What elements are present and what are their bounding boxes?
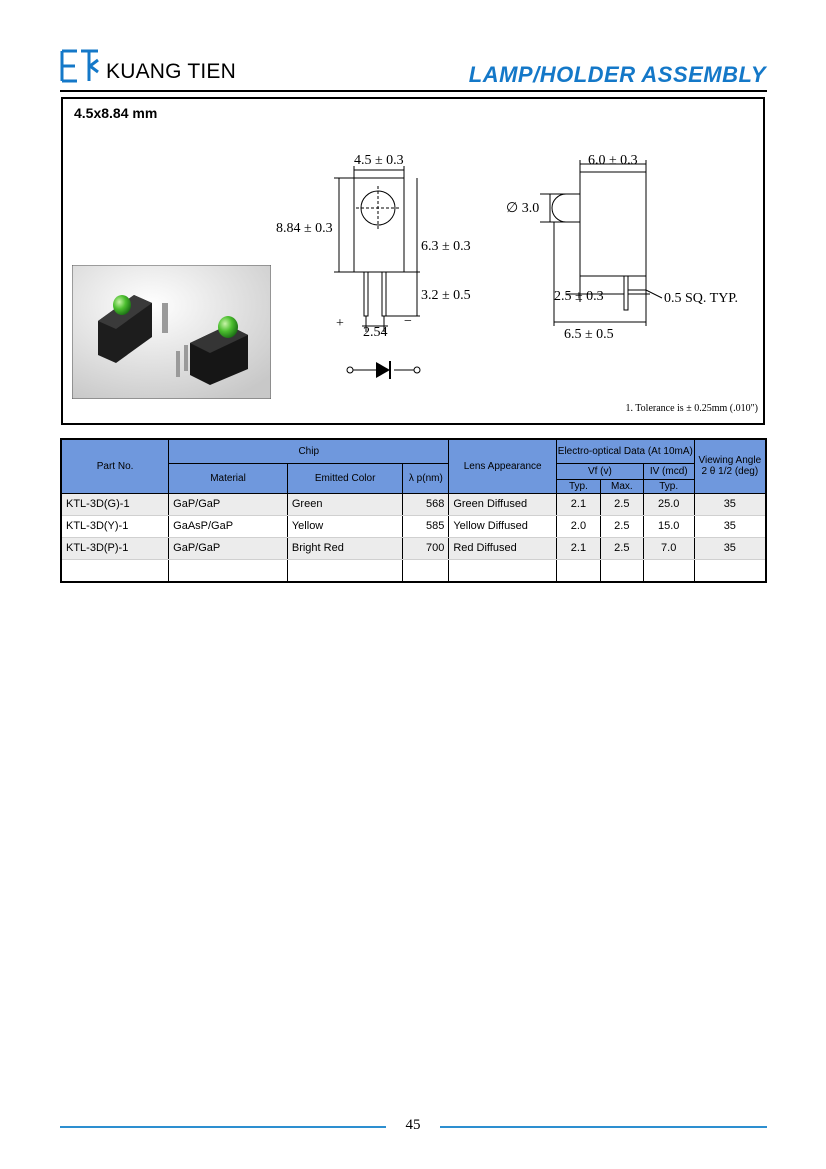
header-emitted-color: Emitted Color — [287, 463, 403, 493]
polarity-minus: − — [404, 314, 412, 329]
cell-lens: Green Diffused — [449, 493, 557, 515]
brand-name: KUANG TIEN — [106, 60, 236, 83]
footer-rule-right — [440, 1126, 767, 1128]
cell-color: Yellow — [287, 515, 403, 537]
dimension-drawing — [270, 140, 760, 380]
kt-logo-icon — [60, 48, 100, 84]
cell-angle: 35 — [694, 537, 766, 559]
header-eo: Electro-optical Data (At 10mA) — [557, 439, 695, 463]
header-lens: Lens Appearance — [449, 439, 557, 493]
dim-total-depth: 6.5 ± 0.5 — [564, 327, 614, 342]
size-label: 4.5x8.84 mm — [74, 105, 158, 121]
header-angle: Viewing Angle 2 θ 1/2 (deg) — [694, 439, 766, 493]
cell-vf-max: 2.5 — [600, 493, 643, 515]
dim-lead-length: 3.2 ± 0.5 — [421, 288, 471, 303]
dim-lead-size: 0.5 SQ. TYP. — [664, 291, 739, 306]
cell-lambda: 585 — [403, 515, 449, 537]
cell-material: GaP/GaP — [169, 493, 288, 515]
cell-material: GaP/GaP — [169, 537, 288, 559]
dim-body-height: 6.3 ± 0.3 — [421, 239, 471, 254]
tolerance-note: 1. Tolerance is ± 0.25mm (.010") — [625, 403, 758, 414]
cell-part: KTL-3D(Y)-1 — [61, 515, 169, 537]
cell-iv-typ: 25.0 — [643, 493, 694, 515]
table-row — [61, 515, 766, 537]
table-row — [61, 537, 766, 559]
cell-color: Green — [287, 493, 403, 515]
diode-symbol-icon — [376, 362, 390, 378]
cell-vf-typ: 2.1 — [557, 537, 601, 559]
header-iv: IV (mcd) — [643, 463, 694, 479]
footer-rule-left — [60, 1126, 386, 1128]
cell-lens: Yellow Diffused — [449, 515, 557, 537]
dim-lens-offset: 2.5 ± 0.3 — [554, 289, 604, 304]
page-number: 45 — [405, 1117, 421, 1133]
cell-vf-typ: 2.0 — [557, 515, 601, 537]
header-vf-typ: Typ. — [557, 479, 601, 493]
lamp-holder-photo — [72, 265, 271, 399]
cell-lambda: 700 — [403, 537, 449, 559]
cell-color: Bright Red — [287, 537, 403, 559]
header-material: Material — [169, 463, 288, 493]
cell-vf-max: 2.5 — [600, 515, 643, 537]
header-lambda: λ p(nm) — [403, 463, 449, 493]
cell-angle: 35 — [694, 493, 766, 515]
header-iv-typ: Typ. — [643, 479, 694, 493]
cell-vf-typ: 2.1 — [557, 493, 601, 515]
header-rule — [60, 90, 767, 92]
cell-lens: Red Diffused — [449, 537, 557, 559]
cell-part: KTL-3D(P)-1 — [61, 537, 169, 559]
spec-table — [60, 438, 767, 583]
table-row — [61, 493, 766, 515]
cell-lambda: 568 — [403, 493, 449, 515]
side-view-body — [580, 172, 646, 276]
document-title: LAMP/HOLDER ASSEMBLY — [468, 62, 766, 87]
dim-side-depth: 6.0 ± 0.3 — [588, 153, 638, 168]
header-part-no: Part No. — [61, 439, 169, 493]
cell-iv-typ: 7.0 — [643, 537, 694, 559]
dim-pitch: 2.54 — [363, 325, 388, 340]
polarity-plus: + — [336, 316, 344, 331]
dim-width-top: 4.5 ± 0.3 — [354, 153, 404, 168]
header-vf: Vf (v) — [557, 463, 644, 479]
cell-vf-max: 2.5 — [600, 537, 643, 559]
header-chip: Chip — [169, 439, 449, 463]
cell-iv-typ: 15.0 — [643, 515, 694, 537]
cell-part: KTL-3D(G)-1 — [61, 493, 169, 515]
cell-material: GaAsP/GaP — [169, 515, 288, 537]
table-row-empty — [61, 559, 766, 582]
header-vf-max: Max. — [600, 479, 643, 493]
dim-lens-dia: ∅ 3.0 — [506, 201, 540, 216]
dim-height: 8.84 ± 0.3 — [276, 221, 333, 236]
cell-angle: 35 — [694, 515, 766, 537]
